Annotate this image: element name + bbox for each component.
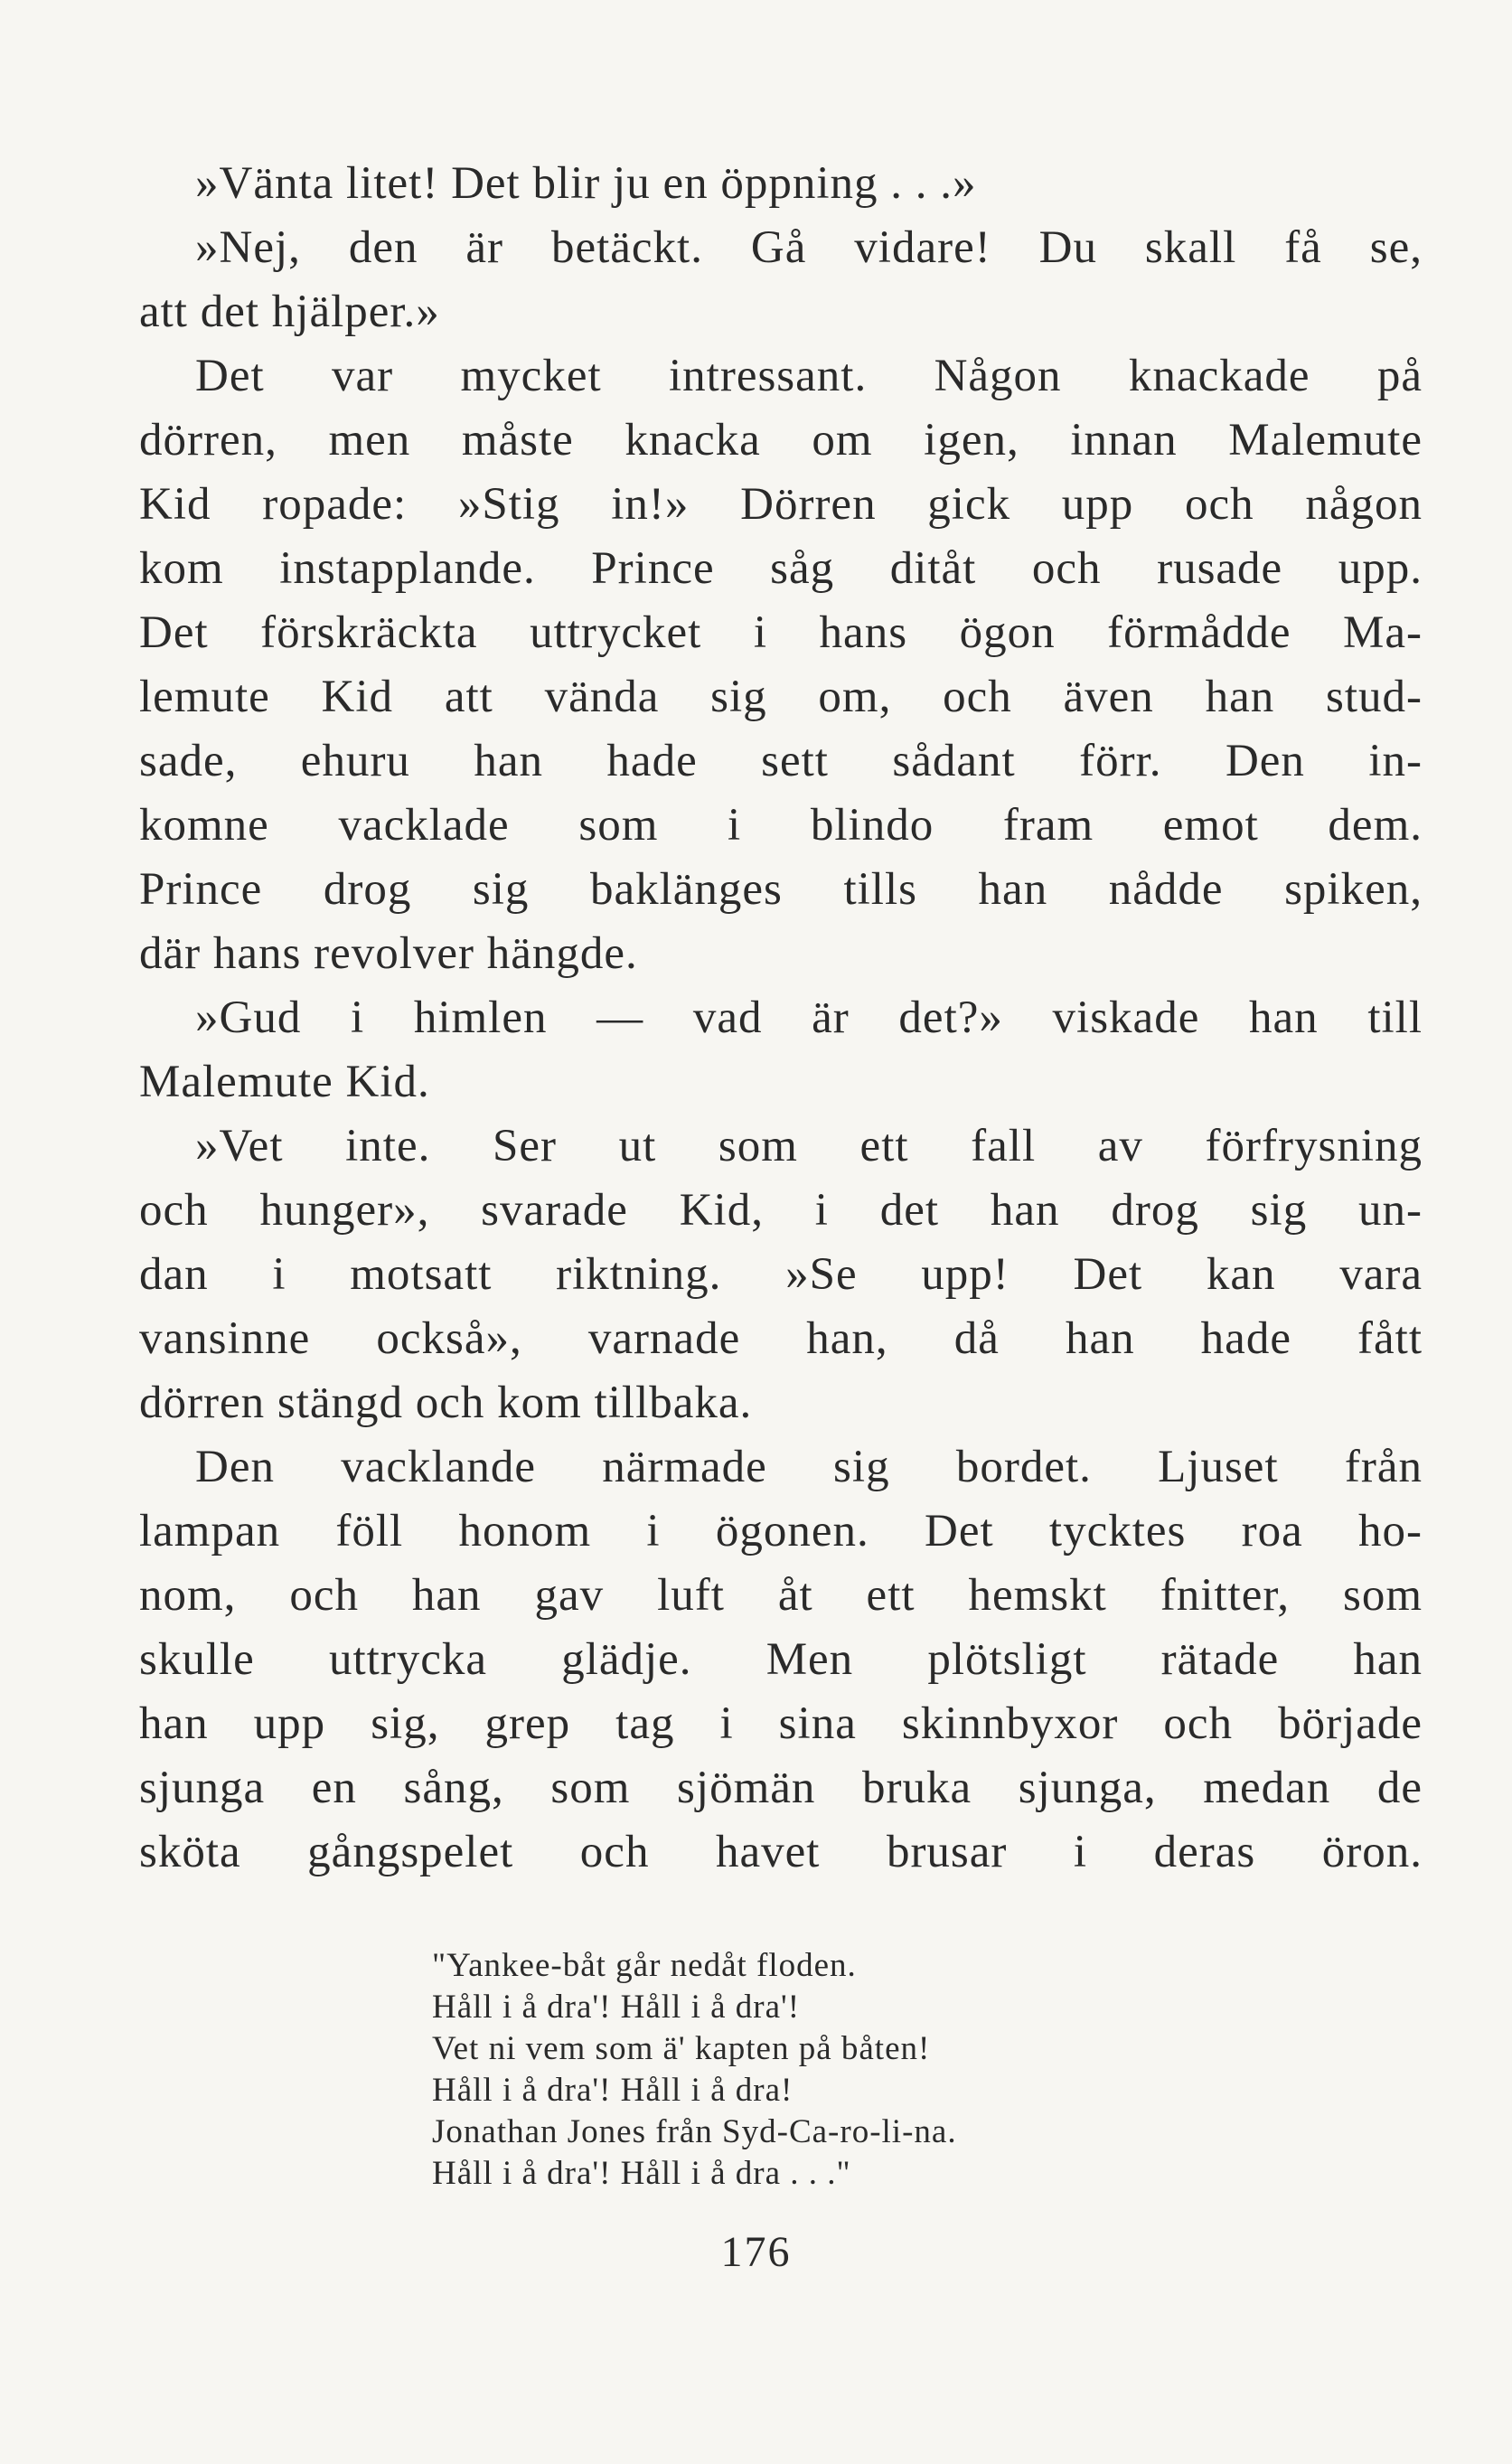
text-line: komne vacklade som i blindo fram emot dem. [139,800,1423,851]
text-line: Malemute Kid. [139,1057,430,1107]
text-line: »Vet inte. Ser ut som ett fall av förfrysning [195,1121,1423,1171]
text-line: lampan föll honom i ögonen. Det tycktes roa ho- [139,1506,1423,1556]
verse-line: Jonathan Jones från Syd-Ca-ro-li-na. [432,2113,957,2150]
text-line: Den vacklande närmade sig bordet. Ljuset från [195,1442,1423,1492]
text-line: »Vänta litet! Det blir ju en öppning . . .» [195,158,977,209]
verse-line: Håll i å dra'! Håll i å dra'! [432,1989,801,2026]
page-number: 176 [720,2228,792,2276]
text-line: där hans revolver hängde. [139,928,638,979]
text-line: att det hjälper.» [139,287,440,337]
song-verse [432,1945,1173,2195]
text-line: Kid ropade: »Stig in!» Dörren gick upp och någon [139,479,1423,530]
text-line: vansinne också», varnade han, då han hade fått [139,1313,1423,1364]
text-line: Prince drog sig baklänges tills han nådde spiken, [139,864,1423,915]
text-line: och hunger», svarade Kid, i det han drog sig un- [139,1185,1423,1236]
prose-body [139,152,1423,1885]
verse-line: "Yankee-båt går nedåt floden. [432,1947,857,1984]
verse-line: Håll i å dra'! Håll i å dra! [432,2072,794,2109]
text-line: Det förskräckta uttrycket i hans ögon förmådde Ma- [139,607,1423,658]
text-line: nom, och han gav luft åt ett hemskt fnitter, som [139,1570,1423,1621]
verse-line: Vet ni vem som ä' kapten på båten! [432,2030,931,2067]
verse-line: Håll i å dra'! Håll i å dra . . ." [432,2155,851,2192]
text-line: Det var mycket intressant. Någon knackade på [195,351,1423,401]
text-line: kom instapplande. Prince såg ditåt och rusade upp. [139,543,1423,594]
text-line: dörren stängd och kom tillbaka. [139,1378,753,1428]
text-line: han upp sig, grep tag i sina skinnbyxor och började [139,1698,1423,1749]
text-line: sköta gångspelet och havet brusar i deras öron. [139,1827,1423,1877]
text-line: lemute Kid att vända sig om, och även han stud- [139,672,1423,722]
text-line: dörren, men måste knacka om igen, innan Malemute [139,415,1423,466]
text-line: dan i motsatt riktning. »Se upp! Det kan vara [139,1249,1423,1300]
text-line: »Gud i himlen — vad är det?» viskade han till [195,992,1423,1043]
text-line: »Nej, den är betäckt. Gå vidare! Du skall få se, [195,222,1423,273]
text-line: sade, ehuru han hade sett sådant förr. Den in- [139,736,1423,786]
text-line: skulle uttrycka glädje. Men plötsligt rätade han [139,1634,1423,1685]
text-line: sjunga en sång, som sjömän bruka sjunga, medan de [139,1763,1423,1813]
